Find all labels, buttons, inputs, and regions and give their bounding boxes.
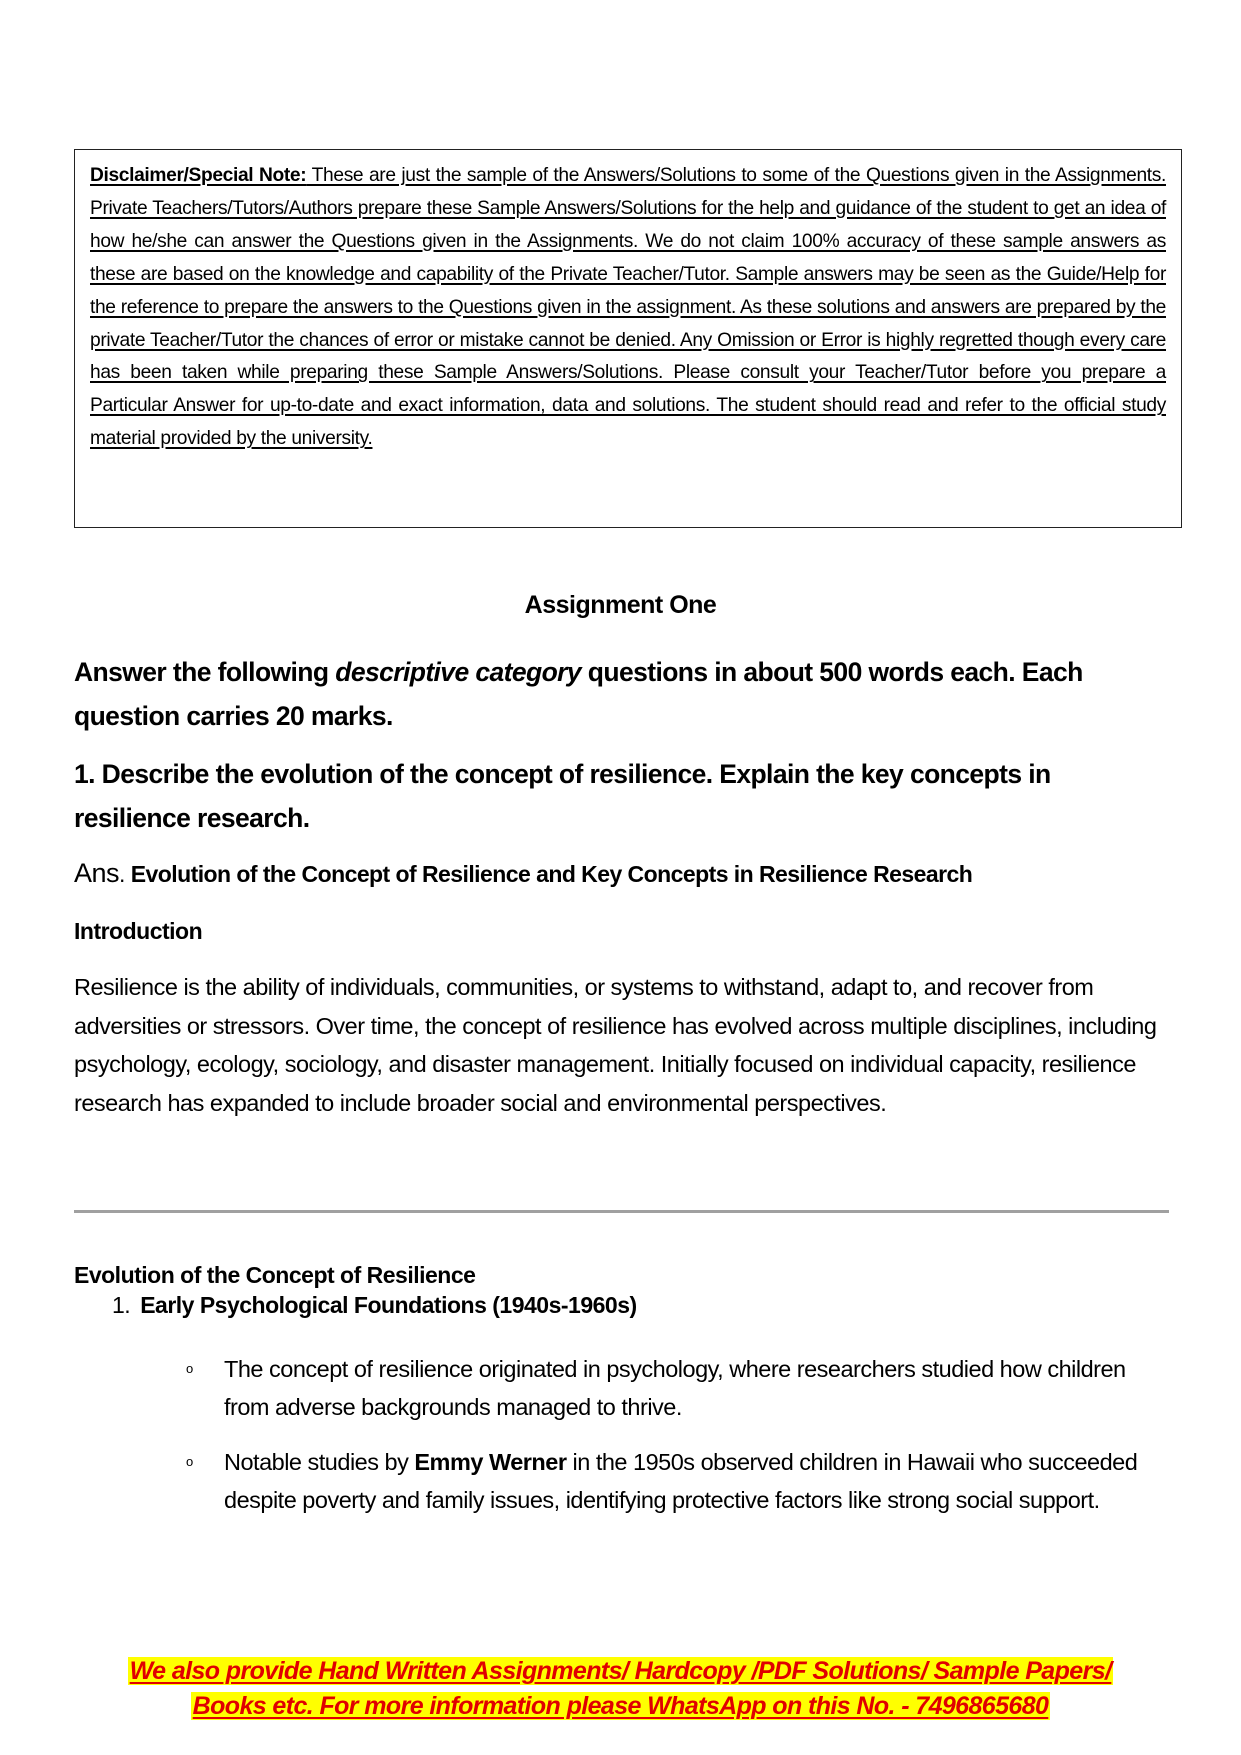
instructions-emphasis: descriptive category	[335, 657, 582, 687]
answer-title: Evolution of the Concept of Resilience and Key Concepts in Resilience Research	[130, 861, 973, 887]
stage-list-item	[112, 1292, 637, 1319]
disclaimer-box	[74, 149, 1182, 528]
promo-line-1: We also provide Hand Written Assignments/ Hardcopy /PDF Solutions/ Sample Papers/	[129, 1657, 1112, 1685]
assignment-title: Assignment One	[524, 591, 717, 619]
hollow-bullet-icon: o	[186, 1454, 193, 1469]
answer-prefix: Ans	[74, 858, 120, 888]
introduction-heading: Introduction	[74, 918, 203, 944]
stage-number: 1.	[112, 1292, 131, 1318]
disclaimer-paragraph	[90, 160, 1166, 456]
stage-title: Early Psychological Foundations (1940s-1960s)	[140, 1292, 637, 1318]
bullet-text-before: Notable studies by	[224, 1449, 415, 1475]
answer-heading	[74, 858, 1194, 889]
instructions-suffix: questions in about 500 words each. Each question carries 20 marks.	[74, 657, 1083, 731]
answer-dot: .	[119, 861, 131, 887]
bullet-text-bold-name: Emmy Werner	[414, 1449, 567, 1475]
horizontal-divider	[74, 1210, 1169, 1213]
evolution-heading: Evolution of the Concept of Resilience	[74, 1262, 476, 1288]
question-1: 1. Describe the evolution of the concept of resilience. Explain the key concepts in resilience research.	[74, 759, 1051, 833]
disclaimer-text: These are just the sample of the Answers/Solutions to some of the Questions given in the Assignments. Private Teachers/Tutors/Authors prepare these Sample Answers/Solutions for the help and guidance of the student to get an idea of how he/she can answer the Questions given in the Assignments. We do not claim 100% accuracy of these sample answers as these are based on the knowledge and capability of the Private Teacher/Tutor. Sample answers may be seen as the Guide/Help for the reference to prepare the answers to the Questions given in the assignment. As these solutions and answers are prepared by the private Teacher/Tutor the chances of error or mistake cannot be denied. Any Omission or Error is highly regretted though every care has been taken while preparing these Sample Answers/Solutions. Please consult your Teacher/Tutor before you prepare a Particular Answer for up-to-date and exact information, data and solutions. The student should read and refer to the official study material provided by the university.	[90, 165, 1166, 450]
promo-banner	[0, 1654, 1241, 1724]
promo-line-2: Books etc. For more information please WhatsApp on this No. - 7496865680	[192, 1692, 1049, 1720]
assignment-instructions	[74, 650, 1184, 738]
bullet-text	[224, 1443, 1154, 1519]
instructions-prefix: Answer the following	[74, 657, 336, 687]
disclaimer-label: Disclaimer/Special Note:	[90, 165, 307, 186]
bullet-text: The concept of resilience originated in psychology, where researchers studied how children from adverse backgrounds managed to thrive.	[224, 1356, 1126, 1420]
hollow-bullet-icon: o	[186, 1361, 193, 1376]
introduction-paragraph: Resilience is the ability of individuals, communities, or systems to withstand, adapt to, and recover from adversities or stressors. Over time, the concept of resilience has evolved across multiple disciplines, including psychology, ecology, sociology, and disaster management. Initially focused on individual capacity, resilience research has expanded to include broader social and environmental perspectives.	[74, 974, 1157, 1116]
bullet-text-after: in the 1950s observed children in Hawaii who succeeded despite poverty and family issues, identifying protective factors like strong social support.	[224, 1449, 1138, 1513]
